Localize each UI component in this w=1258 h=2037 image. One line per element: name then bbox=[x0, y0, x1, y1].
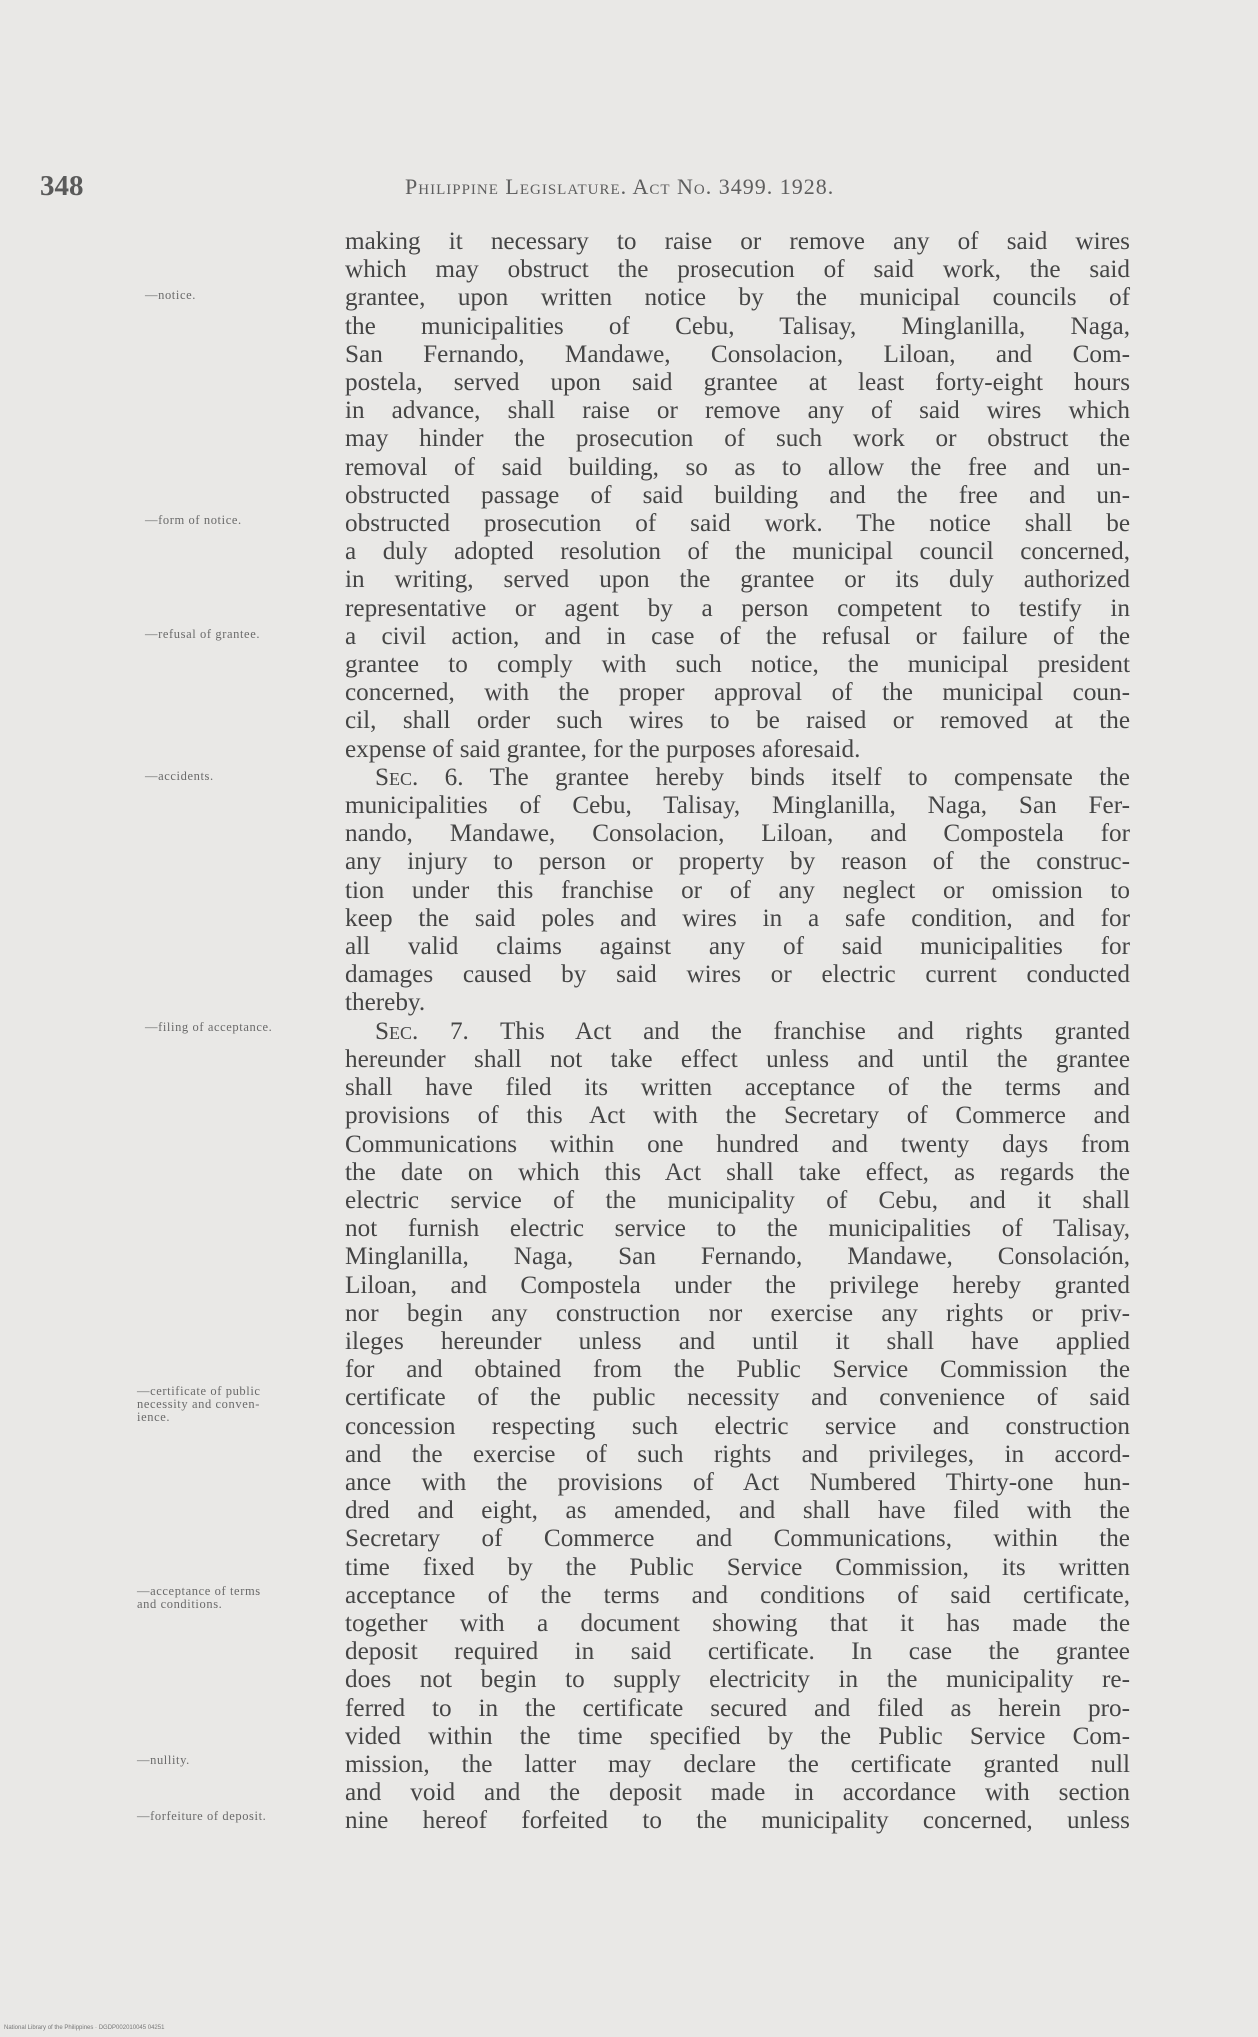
margin-note-filing-of-acceptance: —filing of acceptance. bbox=[145, 1020, 273, 1034]
text-line: making it necessary to raise or remove any of said wires bbox=[345, 228, 1130, 255]
text-line: thereby. bbox=[345, 989, 426, 1017]
section-6-label: Sec. 6. bbox=[375, 763, 464, 791]
text-line: hereunder shall not take effect unless and until the grantee bbox=[345, 1045, 1130, 1073]
text-line: shall have filed its written acceptance of the terms and bbox=[345, 1074, 1130, 1102]
text-line: a duly adopted resolution of the municipal council concerned, bbox=[345, 538, 1130, 566]
margin-note-certificate-line-3: ience. bbox=[137, 1410, 171, 1424]
text-line: certificate of the public necessity and convenience of said bbox=[345, 1384, 1130, 1412]
section-7-label: Sec. 7. bbox=[375, 1017, 469, 1045]
margin-note-acceptance-line-1: —acceptance of terms bbox=[137, 1584, 261, 1598]
text-line: together with a document showing that it has made the bbox=[345, 1609, 1130, 1637]
text-line: any injury to person or property by reason of the construc- bbox=[345, 848, 1130, 876]
text-line: representative or agent by a person competent to testify in bbox=[345, 594, 1130, 622]
margin-note-forfeiture-of-deposit: —forfeiture of deposit. bbox=[137, 1809, 267, 1823]
text-line: grantee, upon written notice by the municipal councils of bbox=[345, 284, 1130, 312]
text-line: cil, shall order such wires to be raised or removed at the bbox=[345, 707, 1130, 735]
text-line: keep the said poles and wires in a safe condition, and for bbox=[345, 904, 1130, 932]
text-line: obstructed prosecution of said work. The notice shall be bbox=[345, 510, 1130, 538]
text-line: all valid claims against any of said municipalities for bbox=[345, 933, 1130, 961]
text-line: concession respecting such electric service and construction bbox=[345, 1412, 1130, 1440]
margin-note-certificate-line-1: —certificate of public bbox=[137, 1384, 261, 1398]
page-header bbox=[40, 170, 1198, 210]
text-line: which may obstruct the prosecution of said work, the said bbox=[345, 256, 1130, 284]
text-line: Communications within one hundred and twenty days from bbox=[345, 1130, 1130, 1158]
margin-note-form-of-notice: —form of notice. bbox=[145, 513, 242, 527]
text-line: and void and the deposit made in accordance with section bbox=[345, 1779, 1130, 1807]
margin-note-acceptance-line-2: and conditions. bbox=[137, 1597, 223, 1611]
text-line: postela, served upon said grantee at least forty-eight hours bbox=[345, 369, 1130, 397]
text-line: San Fernando, Mandawe, Consolacion, Liloan, and Com- bbox=[345, 340, 1130, 368]
text-line: damages caused by said wires or electric current conducted bbox=[345, 961, 1130, 989]
margin-note-certificate-line-2: necessity and conven- bbox=[137, 1397, 260, 1411]
text-line: dred and eight, as amended, and shall have filed with the bbox=[345, 1497, 1130, 1525]
text-line: ance with the provisions of Act Numbered Thirty-one hun- bbox=[345, 1468, 1130, 1496]
text-line: in writing, served upon the grantee or its duly authorized bbox=[345, 566, 1130, 594]
margin-note-notice: —notice. bbox=[145, 288, 196, 302]
text-line: the municipalities of Cebu, Talisay, Minglanilla, Naga, bbox=[345, 312, 1130, 340]
text-line: not furnish electric service to the municipalities of Talisay, bbox=[345, 1215, 1130, 1243]
text-line: vided within the time specified by the Public Service Com- bbox=[345, 1722, 1130, 1750]
text-line: acceptance of the terms and conditions of said certificate, bbox=[345, 1581, 1130, 1609]
text-line: Secretary of Commerce and Communications, within the bbox=[345, 1525, 1130, 1553]
margin-note-accidents: —accidents. bbox=[145, 769, 214, 783]
text-line: does not begin to supply electricity in the municipality re- bbox=[345, 1666, 1130, 1694]
text-line: a civil action, and in case of the refusal or failure of the bbox=[345, 622, 1130, 650]
text-line: the date on which this Act shall take effect, as regards the bbox=[345, 1158, 1130, 1186]
text-line: tion under this franchise or of any neglect or omission to bbox=[345, 876, 1130, 904]
text-line: nando, Mandawe, Consolacion, Liloan, and Compostela for bbox=[345, 820, 1130, 848]
text-line: Minglanilla, Naga, San Fernando, Mandawe, Consolación, bbox=[345, 1243, 1130, 1271]
margin-note-nullity: —nullity. bbox=[137, 1753, 190, 1767]
text-line: time fixed by the Public Service Commission, its written bbox=[345, 1553, 1130, 1581]
text-line: removal of said building, so as to allow the free and un- bbox=[345, 453, 1130, 481]
digitization-footer-tag: National Library of the Philippines · DGDP002010045 04251 bbox=[4, 2025, 165, 2031]
text-line: in advance, shall raise or remove any of said wires which bbox=[345, 397, 1130, 425]
text-line: deposit required in said certificate. In case the grantee bbox=[345, 1638, 1130, 1666]
text-line: ileges hereunder unless and until it shall have applied bbox=[345, 1327, 1130, 1355]
text-line: obstructed passage of said building and the free and un- bbox=[345, 481, 1130, 509]
text-line: grantee to comply with such notice, the municipal president bbox=[345, 651, 1130, 679]
body-text bbox=[345, 228, 1130, 1836]
text-line: municipalities of Cebu, Talisay, Minglanilla, Naga, San Fer- bbox=[345, 792, 1130, 820]
section-6-first-line bbox=[345, 764, 1130, 792]
text-line: mission, the latter may declare the certificate granted null bbox=[345, 1750, 1130, 1778]
text-line: may hinder the prosecution of such work or obstruct the bbox=[345, 425, 1130, 453]
text-line: This Act and the franchise and rights granted bbox=[500, 1017, 1130, 1045]
text-line: for and obtained from the Public Service Commission the bbox=[345, 1356, 1130, 1384]
margin-note-refusal-of-grantee: —refusal of grantee. bbox=[145, 627, 261, 641]
text-line: expense of said grantee, for the purposes aforesaid. bbox=[345, 735, 861, 763]
text-line: concerned, with the proper approval of the municipal coun- bbox=[345, 679, 1130, 707]
text-line: and the exercise of such rights and privileges, in accord- bbox=[345, 1440, 1130, 1468]
section-7-first-line bbox=[345, 1018, 1130, 1046]
text-line: nor begin any construction nor exercise any rights or priv- bbox=[345, 1299, 1130, 1327]
running-head: Philippine Legislature. Act No. 3499. 1928. bbox=[405, 174, 835, 199]
text-line: The grantee hereby binds itself to compensate the bbox=[489, 763, 1130, 791]
page-number: 348 bbox=[40, 170, 84, 202]
text-line: Liloan, and Compostela under the privilege hereby granted bbox=[345, 1271, 1130, 1299]
text-line: provisions of this Act with the Secretary of Commerce and bbox=[345, 1102, 1130, 1130]
text-line: nine hereof forfeited to the municipality concerned, unless bbox=[345, 1807, 1130, 1835]
text-line: ferred to in the certificate secured and filed as herein pro- bbox=[345, 1694, 1130, 1722]
text-line: electric service of the municipality of Cebu, and it shall bbox=[345, 1186, 1130, 1214]
